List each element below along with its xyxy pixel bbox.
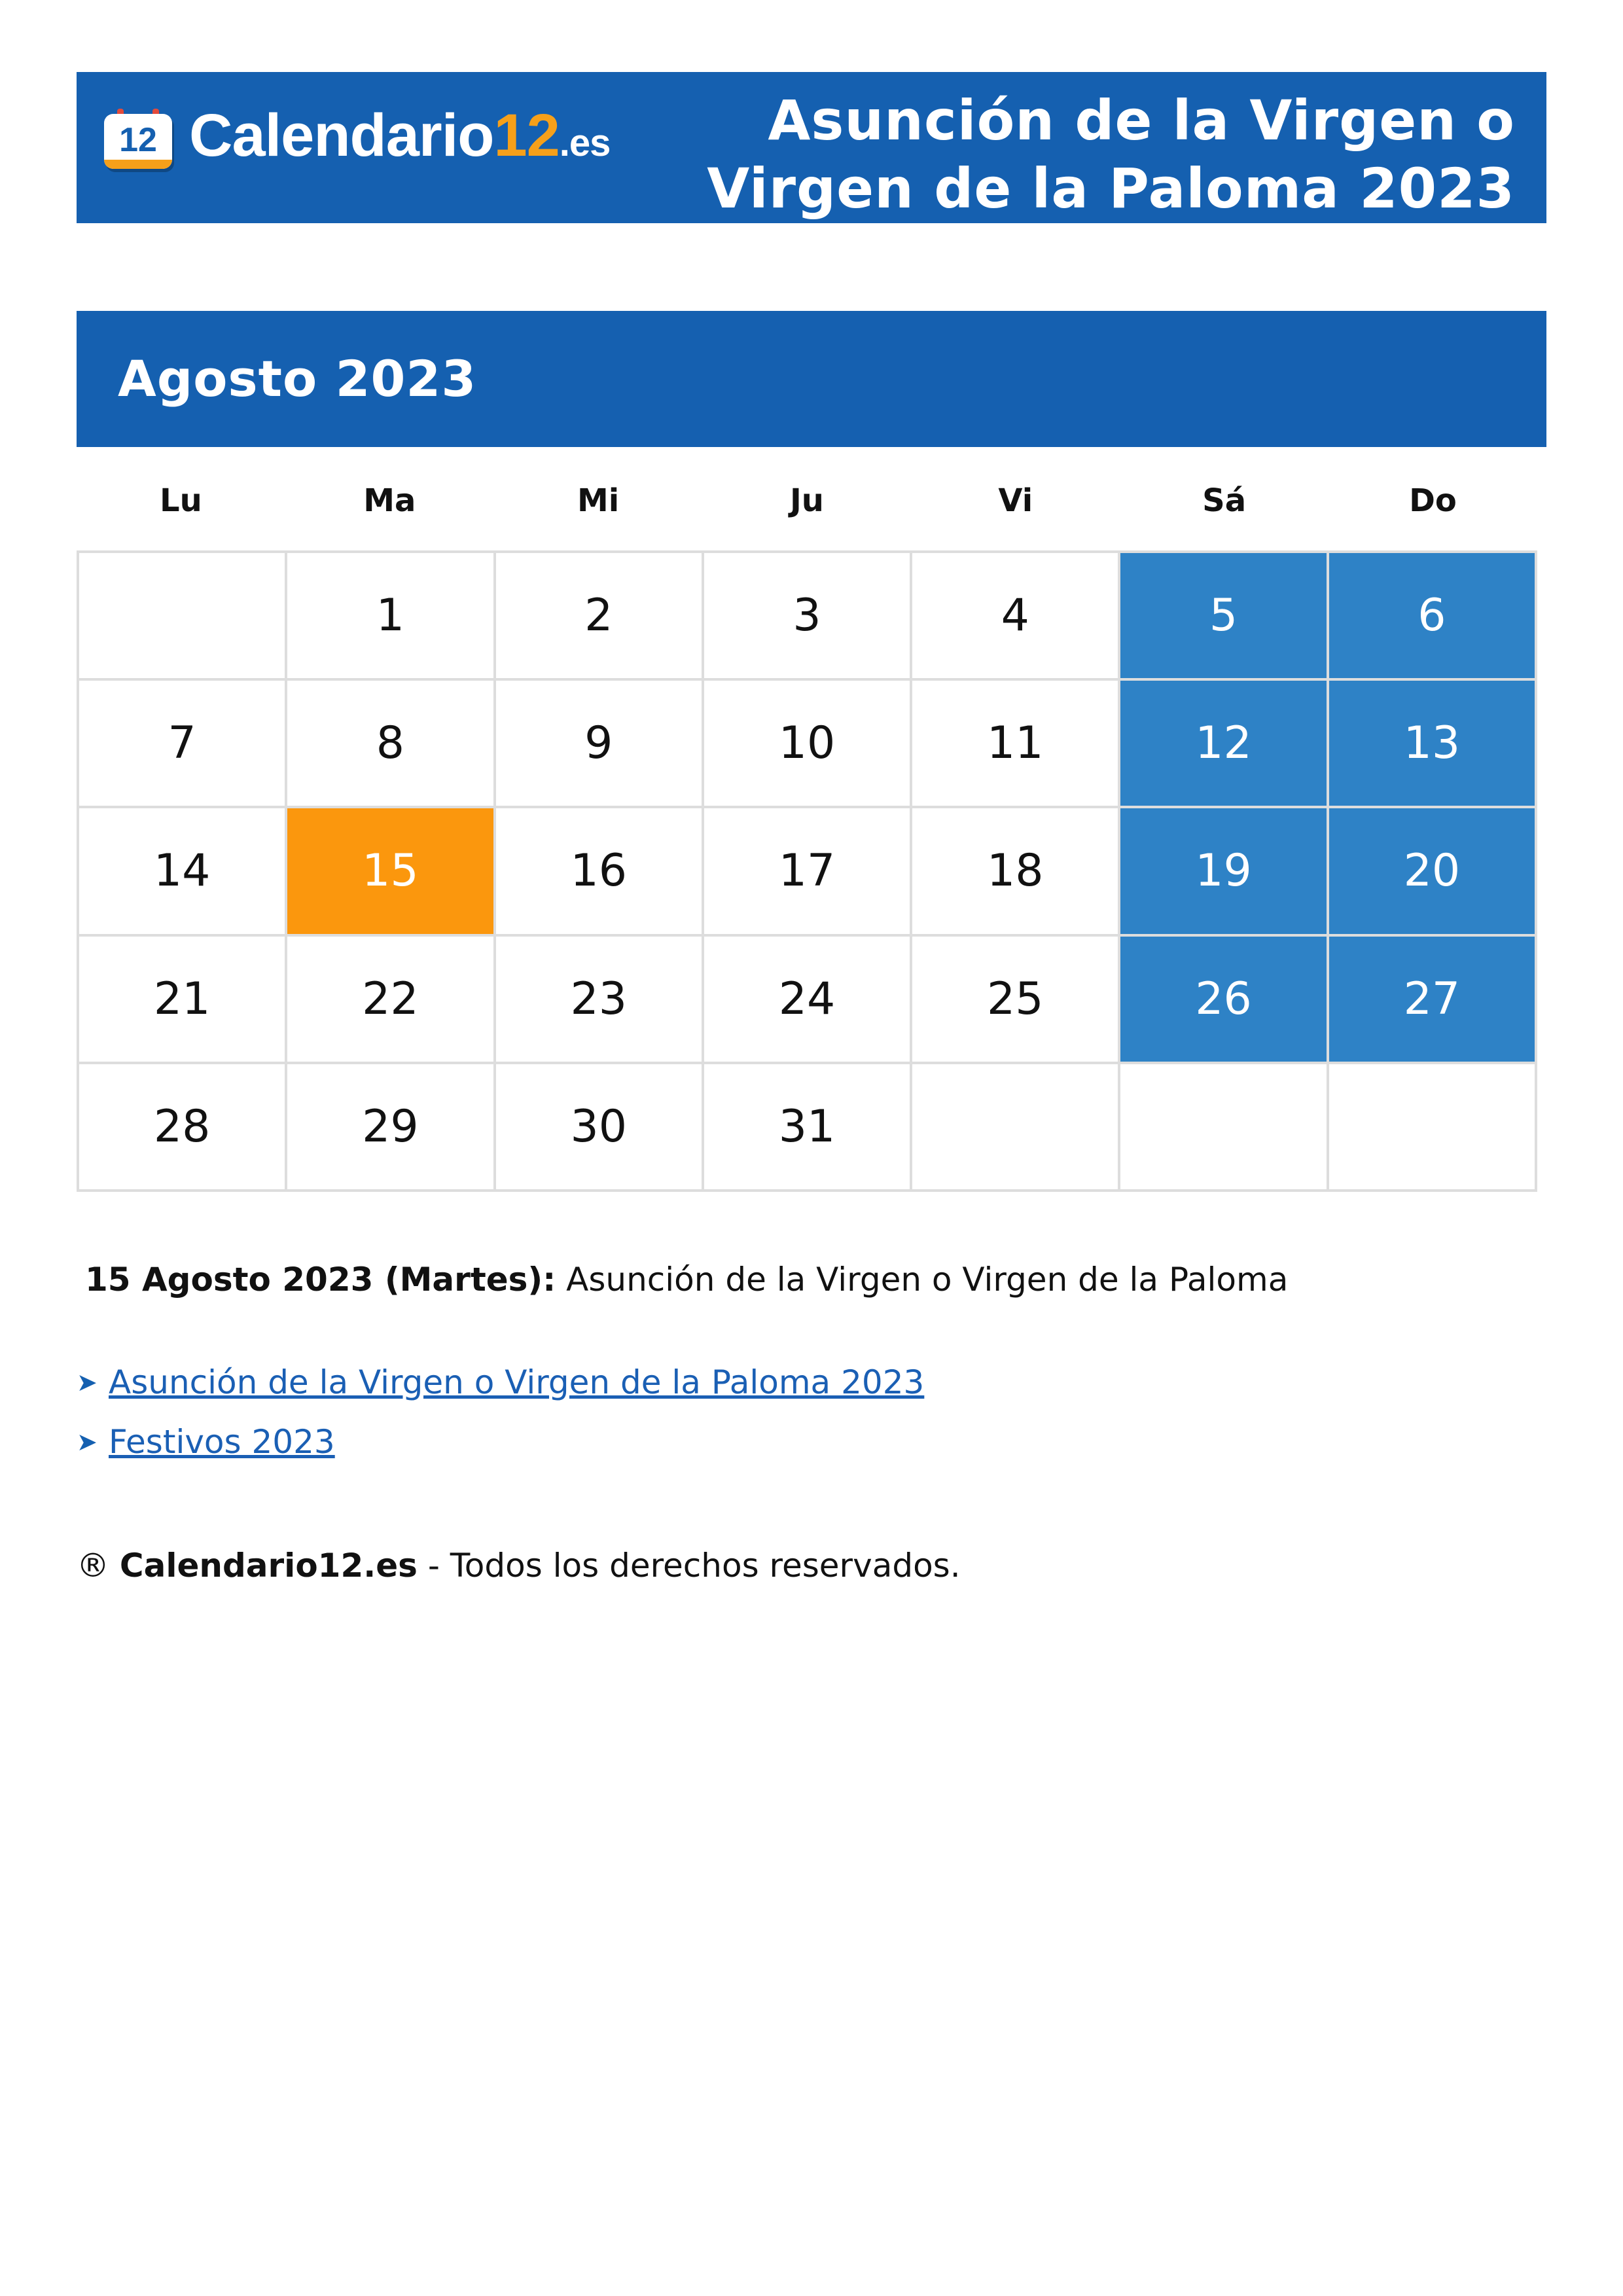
- day-cell: 7: [79, 681, 287, 808]
- link-holiday-2023[interactable]: Asunción de la Virgen o Virgen de la Paloma 2023: [109, 1363, 925, 1401]
- day-cell: 25: [912, 937, 1120, 1064]
- day-cell: 27: [1329, 937, 1537, 1064]
- page-title-line-1: Asunción de la Virgen o: [768, 88, 1515, 152]
- day-cell: 30: [496, 1064, 704, 1192]
- page-title: [664, 86, 1515, 223]
- link-row-festivos: [77, 1419, 924, 1465]
- empty-day-cell: [1329, 1064, 1537, 1192]
- logo-number: 12: [493, 102, 560, 169]
- day-cell: 18: [912, 808, 1120, 936]
- weekday-label: Do: [1409, 482, 1457, 519]
- weekday-label: Vi: [998, 482, 1033, 519]
- day-cell: 4: [912, 553, 1120, 681]
- site-logo[interactable]: [104, 103, 610, 175]
- day-cell: 16: [496, 808, 704, 936]
- holiday-note: [85, 1257, 1288, 1302]
- logo-name: Calendario: [189, 102, 494, 169]
- day-cell: 21: [79, 937, 287, 1064]
- calendar-logo-icon: [104, 109, 172, 170]
- day-cell: 28: [79, 1064, 287, 1192]
- arrow-right-icon: ➤: [77, 1427, 98, 1456]
- weekday-header: [77, 471, 1537, 530]
- day-cell: 13: [1329, 681, 1537, 808]
- holiday-note-description: Asunción de la Virgen o Virgen de la Paloma: [556, 1261, 1289, 1299]
- day-cell: 10: [704, 681, 912, 808]
- day-cell: 22: [287, 937, 495, 1064]
- day-cell: 12: [1120, 681, 1329, 808]
- month-banner: [77, 311, 1546, 447]
- logo-icon-number: 12: [119, 121, 157, 159]
- weekday-label: Sá: [1202, 482, 1247, 519]
- day-cell: 17: [704, 808, 912, 936]
- page-title-line-2: Virgen de la Paloma 2023: [707, 156, 1515, 221]
- day-cell: 3: [704, 553, 912, 681]
- link-row-holiday: [77, 1359, 924, 1405]
- day-cell: 29: [287, 1064, 495, 1192]
- empty-day-cell: [912, 1064, 1120, 1192]
- day-cell: 5: [1120, 553, 1329, 681]
- link-festivos-2023[interactable]: Festivos 2023: [109, 1423, 335, 1461]
- related-links: [77, 1359, 924, 1479]
- day-cell: 23: [496, 937, 704, 1064]
- day-cell: 14: [79, 808, 287, 936]
- day-cell: 9: [496, 681, 704, 808]
- calendar-grid: [77, 550, 1537, 1192]
- weekday-label: Ma: [363, 482, 416, 519]
- footer-text: - Todos los derechos reservados.: [417, 1547, 961, 1585]
- registered-symbol: ®: [77, 1547, 120, 1585]
- day-cell: 31: [704, 1064, 912, 1192]
- day-cell: 15: [287, 808, 495, 936]
- day-cell: 1: [287, 553, 495, 681]
- day-cell: 19: [1120, 808, 1329, 936]
- day-cell: 20: [1329, 808, 1537, 936]
- arrow-right-icon: ➤: [77, 1368, 98, 1397]
- footer-brand: Calendario12.es: [119, 1547, 418, 1585]
- day-cell: 6: [1329, 553, 1537, 681]
- weekday-label: Mi: [577, 482, 620, 519]
- logo-wordmark: [189, 99, 610, 179]
- month-title: Agosto 2023: [118, 350, 477, 408]
- empty-day-cell: [1120, 1064, 1329, 1192]
- day-cell: 2: [496, 553, 704, 681]
- day-cell: 24: [704, 937, 912, 1064]
- holiday-note-date: 15 Agosto 2023 (Martes):: [85, 1261, 556, 1299]
- footer: [77, 1543, 961, 1588]
- day-cell: 26: [1120, 937, 1329, 1064]
- day-cell: 11: [912, 681, 1120, 808]
- weekday-label: Ju: [789, 482, 824, 519]
- weekday-label: Lu: [160, 482, 202, 519]
- header-banner: [77, 72, 1546, 223]
- logo-tld: .es: [559, 122, 611, 164]
- day-cell: 8: [287, 681, 495, 808]
- empty-day-cell: [79, 553, 287, 681]
